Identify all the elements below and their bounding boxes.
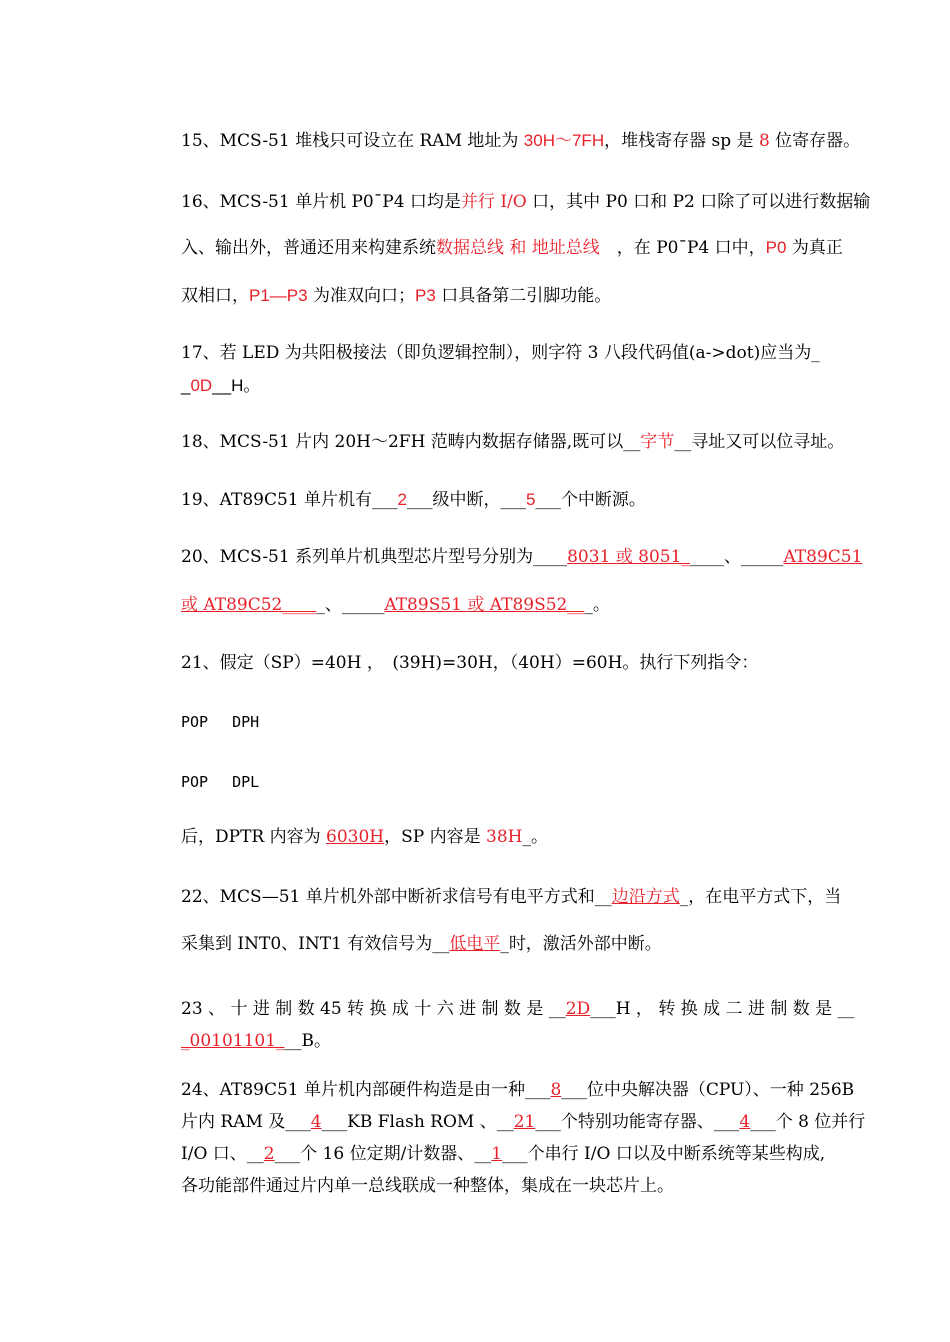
q24-text-3-end: ___个串行 I/O 口以及中断系统等某些构成, [502, 1144, 826, 1164]
q18-text-end: __寻址又可以位寻址。 [674, 432, 845, 452]
q21-code-pop-dpl: POP DPL [181, 773, 260, 791]
q16-answer-p0: P0 [765, 238, 787, 257]
q21-text-4-mid: ，SP 内容是 [384, 827, 487, 847]
q20-answer-at89c51: AT89C51 [783, 547, 863, 567]
q24-text: 24、AT89C51 单片机内部硬件构造是由一种___ [181, 1080, 551, 1100]
q23-answer-binary: _00101101_ [181, 1031, 285, 1051]
q16-answer-p3: P3 [415, 286, 436, 305]
q16-text-2-mid: ，在 P0¯P4 口中， [599, 238, 766, 258]
question-24-line-2 [181, 1110, 898, 1134]
q16-answer-parallel-io: 并行 I/O [460, 192, 527, 212]
q24-text-4: 各功能部件通过片内单一总线联成一种整体，集成在一块芯片上。 [181, 1176, 674, 1196]
q24-answer-sfr-count: 21 [513, 1112, 536, 1132]
q20-answer-at89s51: AT89S51 或 AT89S52__ [384, 595, 585, 615]
question-17-line-1 [181, 341, 898, 365]
question-16-line-3 [181, 284, 898, 308]
question-23-line-1 [181, 997, 898, 1021]
q15-text-mid: ，堆栈寄存器 sp 是 [604, 131, 759, 151]
q23-text-2-end: __B。 [284, 1031, 332, 1051]
q15-answer-ram-range: 30H～7FH [523, 131, 605, 150]
q19-answer-sources: 5 [525, 490, 536, 509]
q24-answer-flash-kb: 4 [310, 1112, 322, 1132]
q21-instruction-2 [181, 770, 898, 794]
q17-text-end: __H。 [212, 376, 261, 395]
q17-blank-start: _ [181, 376, 191, 395]
q16-text: 16、MCS-51 单片机 P0¯P4 口均是 [181, 192, 461, 212]
q16-text-end: 口，其中 P0 口和 P2 口除了可以进行数据输 [526, 192, 871, 212]
q16-text-3: 双相口， [181, 286, 249, 306]
q20-text: 20、MCS-51 系列单片机典型芯片型号分别为____ [181, 547, 568, 567]
q24-text-2-mid2: ___个特别功能寄存器、___ [535, 1112, 740, 1132]
q21-answer-sp: 38H [486, 827, 523, 847]
q22-answer-edge: 边沿方式 [611, 887, 680, 907]
question-20-line-1 [181, 545, 898, 569]
q22-answer-low-level: 低电平 [449, 934, 501, 954]
question-17-line-2 [181, 374, 898, 398]
question-19 [181, 488, 898, 512]
question-20-line-2 [181, 593, 898, 617]
q17-answer-code: 0D [190, 376, 213, 395]
question-24-line-4 [181, 1174, 898, 1198]
q22-text: 22、MCS—51 单片机外部中断祈求信号有电平方式和__ [181, 887, 612, 907]
question-23-line-2 [181, 1029, 898, 1053]
q22-text-2: 采集到 INT0、INT1 有效信号为__ [181, 934, 450, 954]
q16-text-3-mid: 为准双向口； [307, 286, 415, 306]
question-15 [181, 129, 898, 153]
q23-answer-hex: 2D [565, 999, 591, 1019]
q24-answer-io-ports: 4 [739, 1112, 751, 1132]
q19-text: 19、AT89C51 单片机有___ [181, 490, 398, 510]
question-22-line-1 [181, 885, 898, 909]
q24-text-2-mid1: ___KB Flash ROM 、__ [321, 1112, 514, 1132]
q16-answer-buses: 数据总线 和 地址总线 [436, 238, 600, 258]
question-24-line-3 [181, 1142, 898, 1166]
q16-text-3-end: 口具备第二引脚功能。 [435, 286, 612, 306]
q16-text-2-end: 为真正 [786, 238, 843, 258]
q20-text-mid: ____、_____ [689, 547, 784, 567]
q20-answer-8031: 8031 或 8051_ [567, 547, 690, 567]
q15-text: 15、MCS-51 堆栈只可设立在 RAM 地址为 [181, 131, 524, 151]
question-16-line-1 [181, 190, 898, 214]
question-16-line-2 [181, 236, 898, 260]
q21-text: 21、假定（SP）=40H ， (39H)=30H，（40H）=60H。执行下列指令： [181, 653, 759, 673]
question-22-line-2 [181, 932, 898, 956]
q24-answer-cpu-bits: 8 [550, 1080, 562, 1100]
q21-text-4: 后，DPTR 内容为 [181, 827, 327, 847]
question-18 [181, 430, 898, 454]
q16-answer-p1-p3: P1—P3 [249, 286, 308, 305]
question-21-line-4 [181, 825, 898, 849]
q21-answer-dptr: 6030H [326, 827, 385, 847]
q21-instruction-1 [181, 710, 898, 734]
q20-answer-at89c52: 或 AT89C52____ [181, 595, 317, 615]
q19-text-mid: ___级中断，___ [406, 490, 526, 510]
q16-text-2: 入、输出外，普通还用来构建系统 [181, 238, 436, 258]
q24-answer-timers: 2 [263, 1144, 275, 1164]
q22-text-2-end: _时，激活外部中断。 [500, 934, 662, 954]
q21-code-pop-dph: POP DPH [181, 713, 260, 731]
q21-text-4-end: _。 [522, 827, 548, 847]
q24-text-3: I/O 口、__ [181, 1144, 264, 1164]
q19-text-end: ___个中断源。 [535, 490, 646, 510]
q24-text-end: ___位中央解决器（CPU）、一种 256B [561, 1080, 855, 1100]
q24-answer-serial-ports: 1 [491, 1144, 503, 1164]
question-21-line-1 [181, 651, 898, 675]
q20-text-2-end: _。 [584, 595, 610, 615]
q23-text: 23 、 十 进 制 数 45 转 换 成 十 六 进 制 数 是 __ [181, 999, 566, 1019]
q18-answer-byte: 字节 [640, 432, 675, 452]
q15-text-end: 位寄存器。 [769, 131, 861, 151]
q18-text: 18、MCS-51 片内 20H～2FH 范畴内数据存储器,既可以__ [181, 432, 641, 452]
q24-text-2-end: ___个 8 位并行 [750, 1112, 866, 1132]
q20-text-2-mid: _、_____ [316, 595, 385, 615]
q15-answer-sp-bits: 8 [758, 131, 770, 151]
q22-text-end: _，在电平方式下，当 [679, 887, 842, 907]
q17-text: 17、若 LED 为共阳极接法（即负逻辑控制），则字符 3 八段代码值(a->dot)应当为_ [181, 343, 820, 363]
q24-text-2: 片内 RAM 及___ [181, 1112, 311, 1132]
question-24-line-1 [181, 1078, 898, 1102]
q23-text-end: ___H ， 转 换 成 二 进 制 数 是 __ [590, 999, 855, 1019]
q24-text-3-mid: ___个 16 位定期/计数器、__ [274, 1144, 492, 1164]
q19-answer-levels: 2 [397, 490, 407, 509]
